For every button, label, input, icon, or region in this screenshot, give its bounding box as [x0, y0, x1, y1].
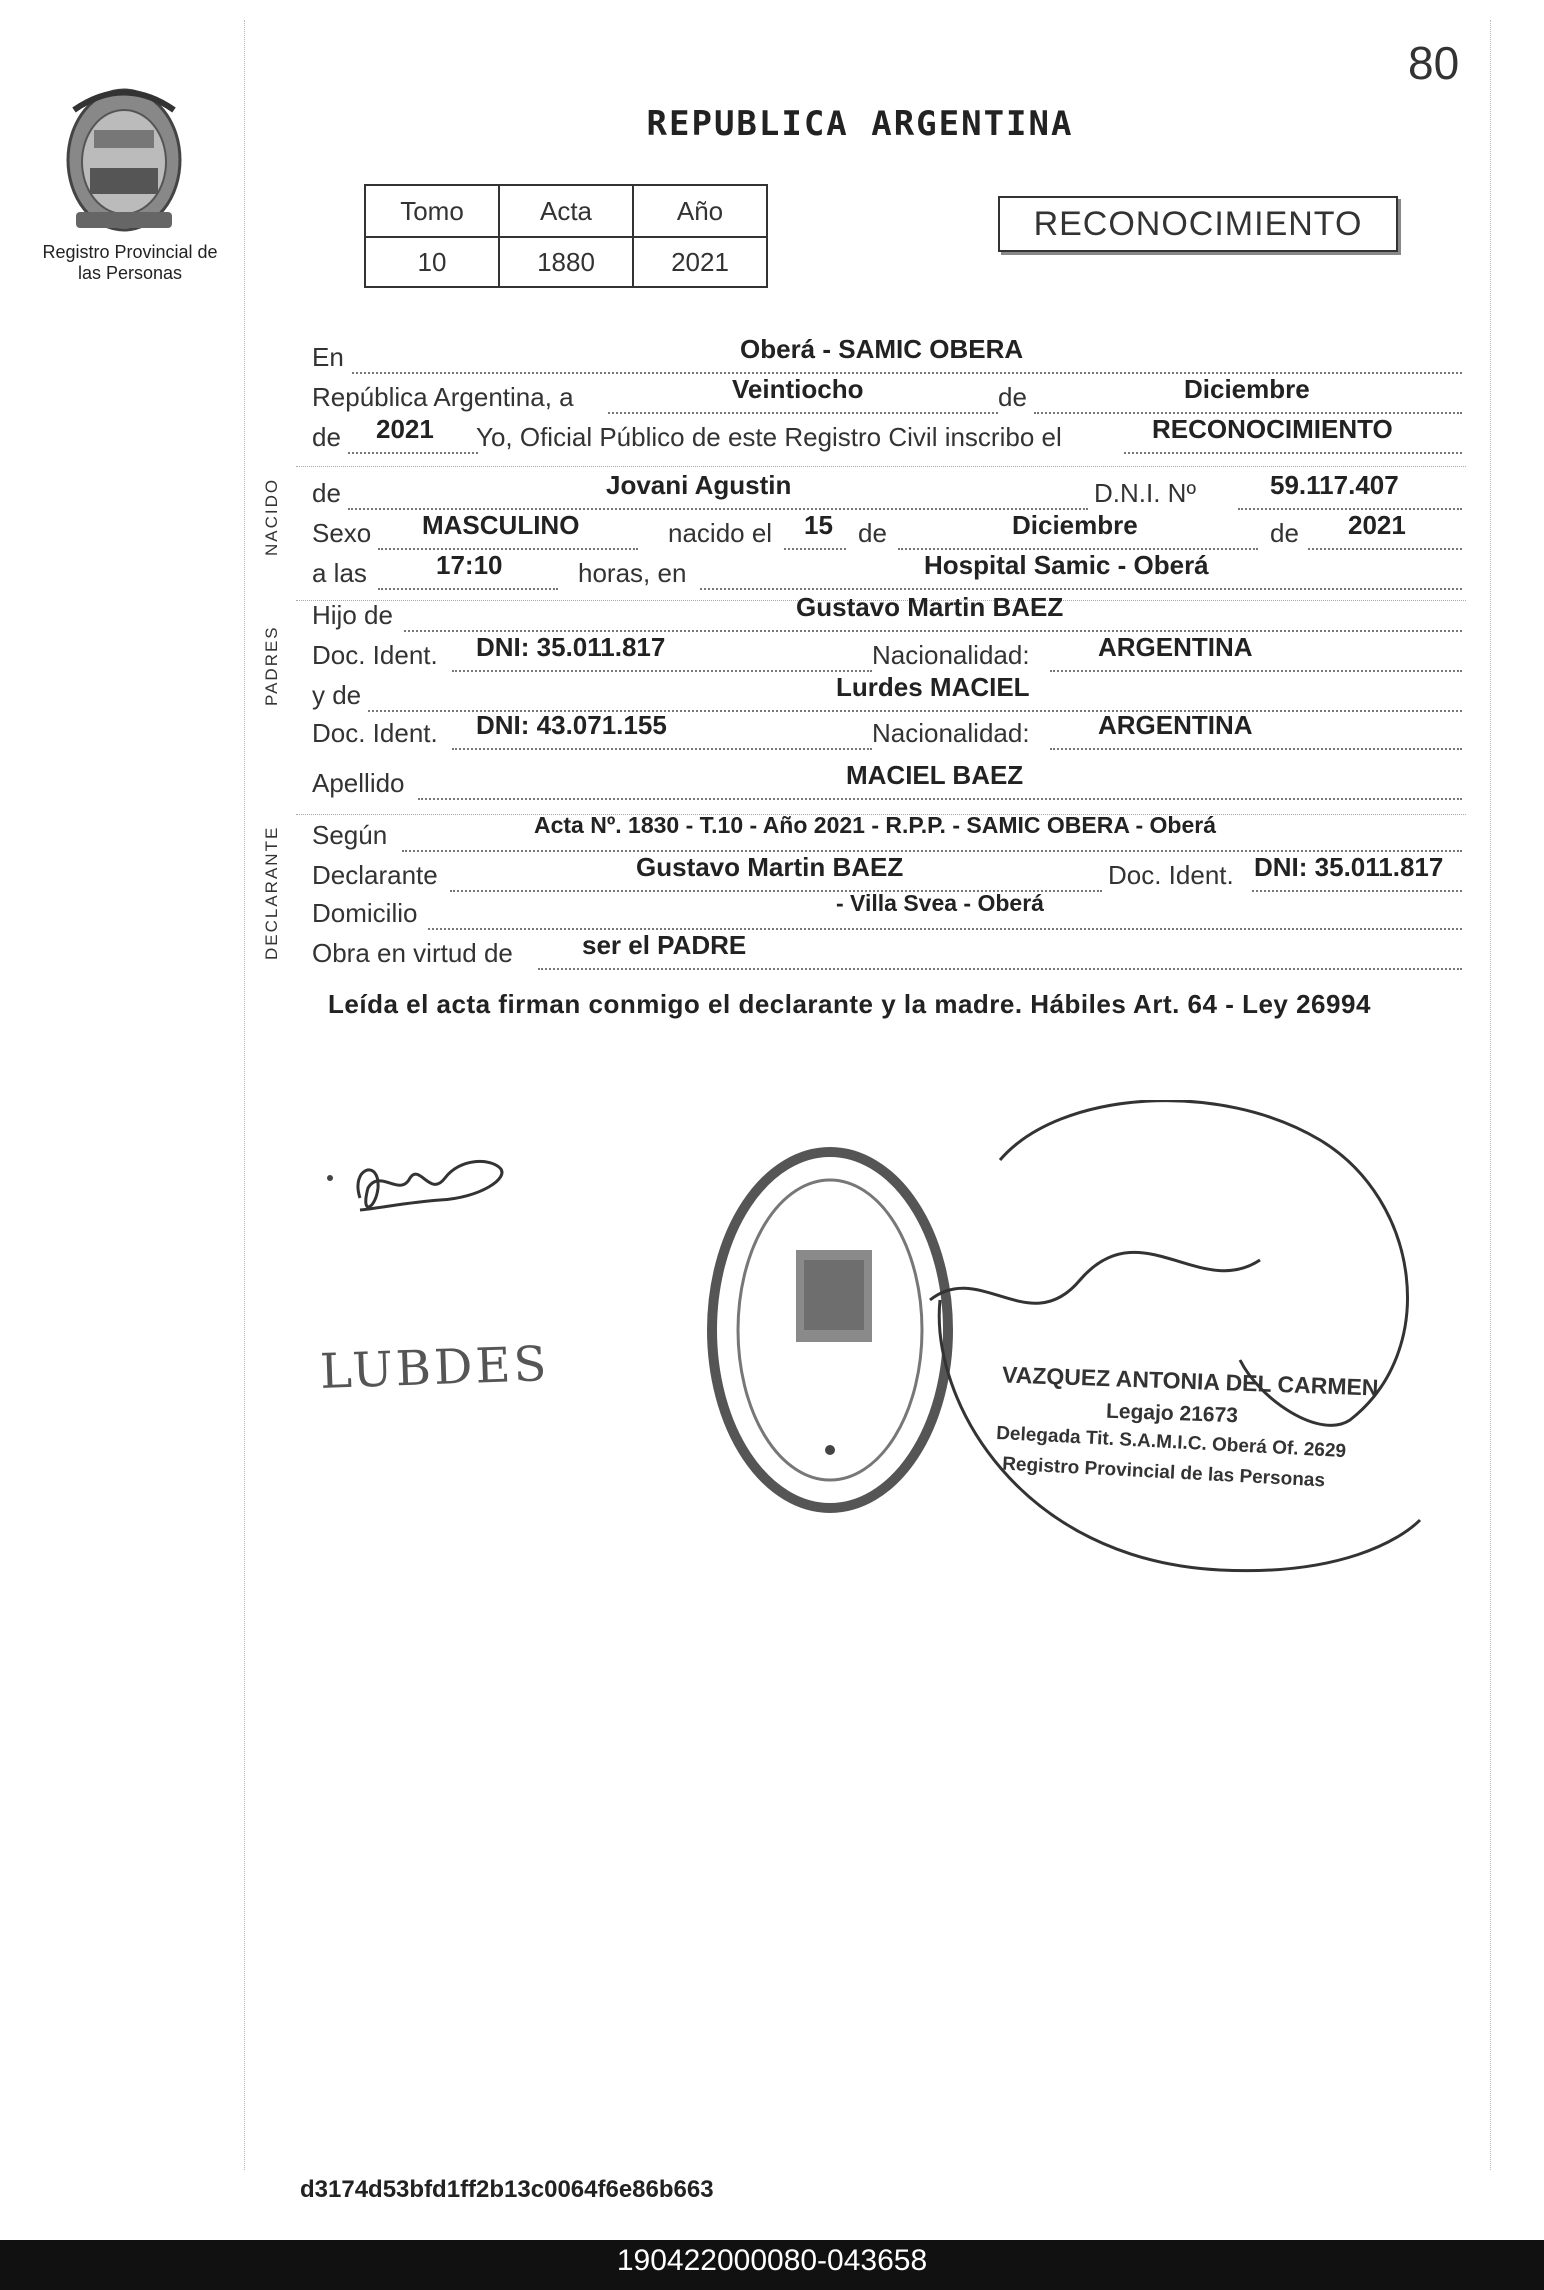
label-de-year: de	[312, 422, 341, 452]
label-y-de: y de	[312, 680, 362, 710]
registry-name: Registro Provincial de las Personas	[42, 242, 218, 283]
label-de-month: de	[998, 382, 1027, 412]
document-hash: d3174d53bfd1ff2b13c0064f6e86b663	[300, 2176, 714, 2203]
value-birth-time: 17:10	[436, 550, 503, 580]
row-year-act	[312, 414, 1462, 456]
value-year: 2021	[376, 414, 434, 444]
official-name: VAZQUEZ ANTONIA DEL CARMEN	[1001, 1361, 1379, 1401]
row-child-name	[312, 470, 1462, 512]
label-nacido-el: nacido el	[668, 518, 773, 548]
side-label-padres: PADRES	[262, 625, 281, 706]
value-surname: MACIEL BAEZ	[846, 760, 1024, 790]
dots	[378, 588, 558, 590]
right-margin-line	[1490, 20, 1491, 2170]
value-capacity: ser el PADRE	[582, 930, 747, 960]
row-place	[312, 334, 1462, 376]
dots	[700, 588, 1462, 590]
province-crest-icon	[54, 80, 194, 240]
dots	[418, 798, 1462, 800]
row-segun	[312, 812, 1462, 854]
value-father-doc: DNI: 35.011.817	[476, 632, 666, 662]
dots	[784, 548, 846, 550]
label-segun: Según	[312, 820, 388, 850]
page-number: 80	[1408, 37, 1460, 89]
register-value-row	[365, 237, 767, 287]
section-divider	[296, 466, 1466, 467]
value-father-nationality: ARGENTINA	[1098, 632, 1253, 662]
left-margin-line	[244, 20, 245, 2170]
dots	[538, 968, 1462, 970]
label-nacionalidad2: Nacionalidad:	[872, 718, 1030, 748]
value-acta: 1880	[499, 237, 633, 287]
side-label-nacido: NACIDO	[262, 477, 281, 556]
value-month: Diciembre	[1184, 374, 1310, 404]
label-de-name: de	[312, 478, 341, 508]
official-legajo: Legajo 21673	[1105, 1399, 1239, 1428]
row-declarant	[312, 852, 1462, 894]
value-mother-name: Lurdes MACIEL	[836, 672, 1030, 702]
dots	[348, 452, 478, 454]
label-yo-text: Yo, Oficial Público de este Registro Civil inscribo el	[476, 422, 1062, 452]
row-father-name	[312, 592, 1462, 634]
row-time-place	[312, 550, 1462, 592]
value-child-dni: 59.117.407	[1270, 470, 1399, 500]
header-acta: Acta	[499, 185, 633, 237]
label-dni: D.N.I. Nº	[1094, 478, 1196, 508]
value-tomo: 10	[365, 237, 499, 287]
value-declarant-doc: DNI: 35.011.817	[1254, 852, 1444, 882]
label-en: En	[312, 342, 344, 372]
country-title: REPUBLICA ARGENTINA	[646, 104, 1074, 144]
label-doc-ident2: Doc. Ident.	[312, 718, 438, 748]
mother-signature: LUBDES	[319, 1336, 551, 1400]
dots	[1050, 670, 1462, 672]
side-label-declarante: DECLARANTE	[262, 825, 281, 960]
label-horas-en: horas, en	[578, 558, 687, 588]
row-surname	[312, 760, 1462, 802]
value-birth-place: Hospital Samic - Oberá	[924, 550, 1209, 580]
footer-code: 190422000080-043658	[616, 2244, 928, 2277]
value-declarant: Gustavo Martin BAEZ	[636, 852, 904, 882]
value-anio: 2021	[633, 237, 767, 287]
value-mother-nationality: ARGENTINA	[1098, 710, 1253, 740]
row-sex-birth	[312, 510, 1462, 552]
row-capacity	[312, 930, 1462, 972]
dots	[452, 748, 872, 750]
official-office: Delegada Tit. S.A.M.I.C. Oberá Of. 2629	[995, 1422, 1347, 1463]
dots	[1252, 890, 1462, 892]
header-tomo: Tomo	[365, 185, 499, 237]
dots	[378, 548, 638, 550]
row-date	[312, 374, 1462, 416]
label-de-year2: de	[1270, 518, 1299, 548]
value-father-name: Gustavo Martin BAEZ	[796, 592, 1064, 622]
label-declarante: Declarante	[312, 860, 438, 890]
row-mother-name	[312, 672, 1462, 714]
value-birth-month: Diciembre	[1012, 510, 1138, 540]
register-header-row	[365, 185, 767, 237]
dots	[1308, 548, 1462, 550]
value-address: - Villa Svea - Oberá	[836, 890, 1044, 916]
label-sexo: Sexo	[312, 518, 372, 548]
value-segun: Acta Nº. 1830 - T.10 - Año 2021 - R.P.P. - SAMIC OBERA - Oberá	[534, 812, 1216, 838]
label-apellido: Apellido	[312, 768, 405, 798]
value-day-text: Veintiocho	[732, 374, 864, 404]
act-type-box: RECONOCIMIENTO	[998, 196, 1398, 252]
label-republica: República Argentina, a	[312, 382, 574, 412]
label-doc-ident1: Doc. Ident.	[312, 640, 438, 670]
official-registry: Registro Provincial de las Personas	[1001, 1453, 1326, 1492]
row-father-doc	[312, 632, 1462, 674]
label-domicilio: Domicilio	[312, 898, 418, 928]
row-mother-doc	[312, 710, 1462, 752]
value-mother-doc: DNI: 43.071.155	[476, 710, 667, 740]
header-anio: Año	[633, 185, 767, 237]
dots	[1124, 452, 1462, 454]
value-sex: MASCULINO	[422, 510, 580, 540]
label-nacionalidad1: Nacionalidad:	[872, 640, 1030, 670]
value-act-name: RECONOCIMIENTO	[1152, 414, 1393, 444]
closing-note: Leída el acta firman conmigo el declarante y la madre. Hábiles Art. 64 - Ley 26994	[328, 989, 1371, 1019]
value-birth-year: 2021	[1348, 510, 1406, 540]
dots	[608, 412, 998, 414]
register-table	[364, 184, 768, 288]
value-birth-day: 15	[804, 510, 833, 540]
row-address	[312, 890, 1462, 932]
label-hijo-de: Hijo de	[312, 600, 393, 630]
dots	[452, 670, 872, 672]
label-obra: Obra en virtud de	[312, 938, 513, 968]
dots	[1050, 748, 1462, 750]
value-place: Oberá - SAMIC OBERA	[740, 334, 1024, 364]
declarant-signature-icon	[320, 1148, 540, 1228]
label-doc-ident3: Doc. Ident.	[1108, 860, 1234, 890]
label-de-day: de	[858, 518, 887, 548]
label-a-las: a las	[312, 558, 367, 588]
value-child-name: Jovani Agustin	[606, 470, 792, 500]
